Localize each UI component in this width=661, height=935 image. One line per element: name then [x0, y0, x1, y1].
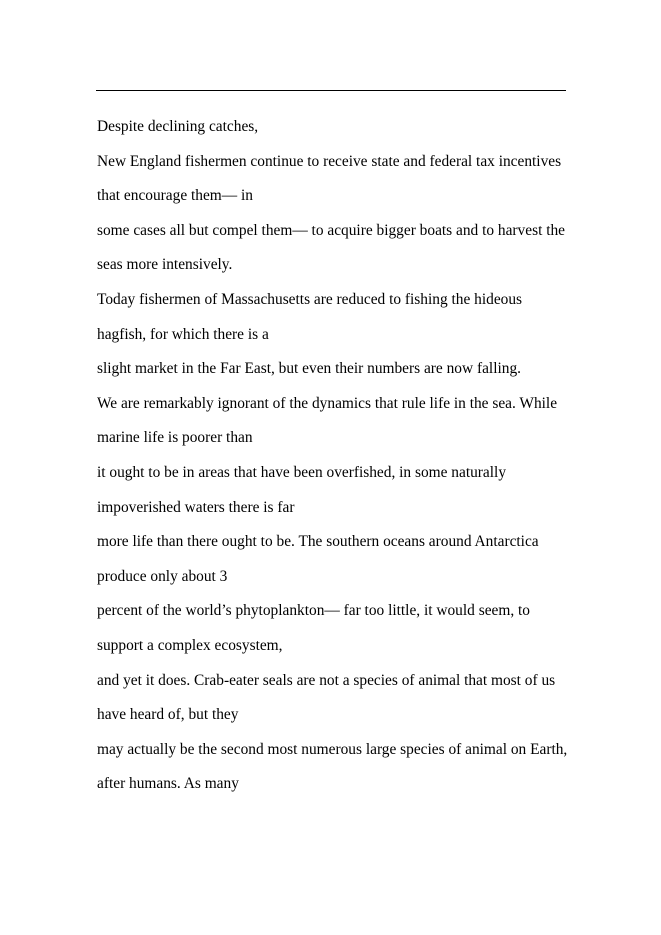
text-line: it ought to be in areas that have been overfished, in some naturally — [97, 463, 507, 481]
text-line: more life than there ought to be. The southern oceans around Antarctica — [97, 533, 539, 551]
text-line: seas more intensively. — [97, 256, 233, 274]
text-line: have heard of, but they — [97, 706, 239, 724]
text-line: after humans. As many — [97, 775, 239, 793]
text-line: support a complex ecosystem, — [97, 636, 283, 654]
text-line: We are remarkably ignorant of the dynamics that rule life in the sea. While — [97, 394, 558, 412]
text-line: New England fishermen continue to receive state and federal tax incentives — [97, 152, 562, 170]
text-line: slight market in the Far East, but even their numbers are now falling. — [97, 360, 521, 378]
text-line: Today fishermen of Massachusetts are reduced to fishing the hideous — [97, 290, 523, 308]
text-line: produce only about 3 — [97, 567, 228, 585]
text-line: may actually be the second most numerous large species of animal on Earth, — [97, 740, 568, 758]
text-line: marine life is poorer than — [97, 429, 253, 447]
text-line: impoverished waters there is far — [97, 498, 295, 516]
text-line: some cases all but compel them— to acquire bigger boats and to harvest the — [97, 221, 565, 239]
text-line: and yet it does. Crab-eater seals are not a species of animal that most of us — [97, 671, 556, 689]
text-line: Despite declining catches, — [97, 118, 259, 135]
text-line: hagfish, for which there is a — [97, 325, 269, 343]
header-rule — [96, 90, 566, 91]
body-text — [97, 117, 577, 809]
text-line: that encourage them— in — [97, 187, 253, 205]
text-line: percent of the world’s phytoplankton— far too little, it would seem, to — [97, 602, 530, 620]
